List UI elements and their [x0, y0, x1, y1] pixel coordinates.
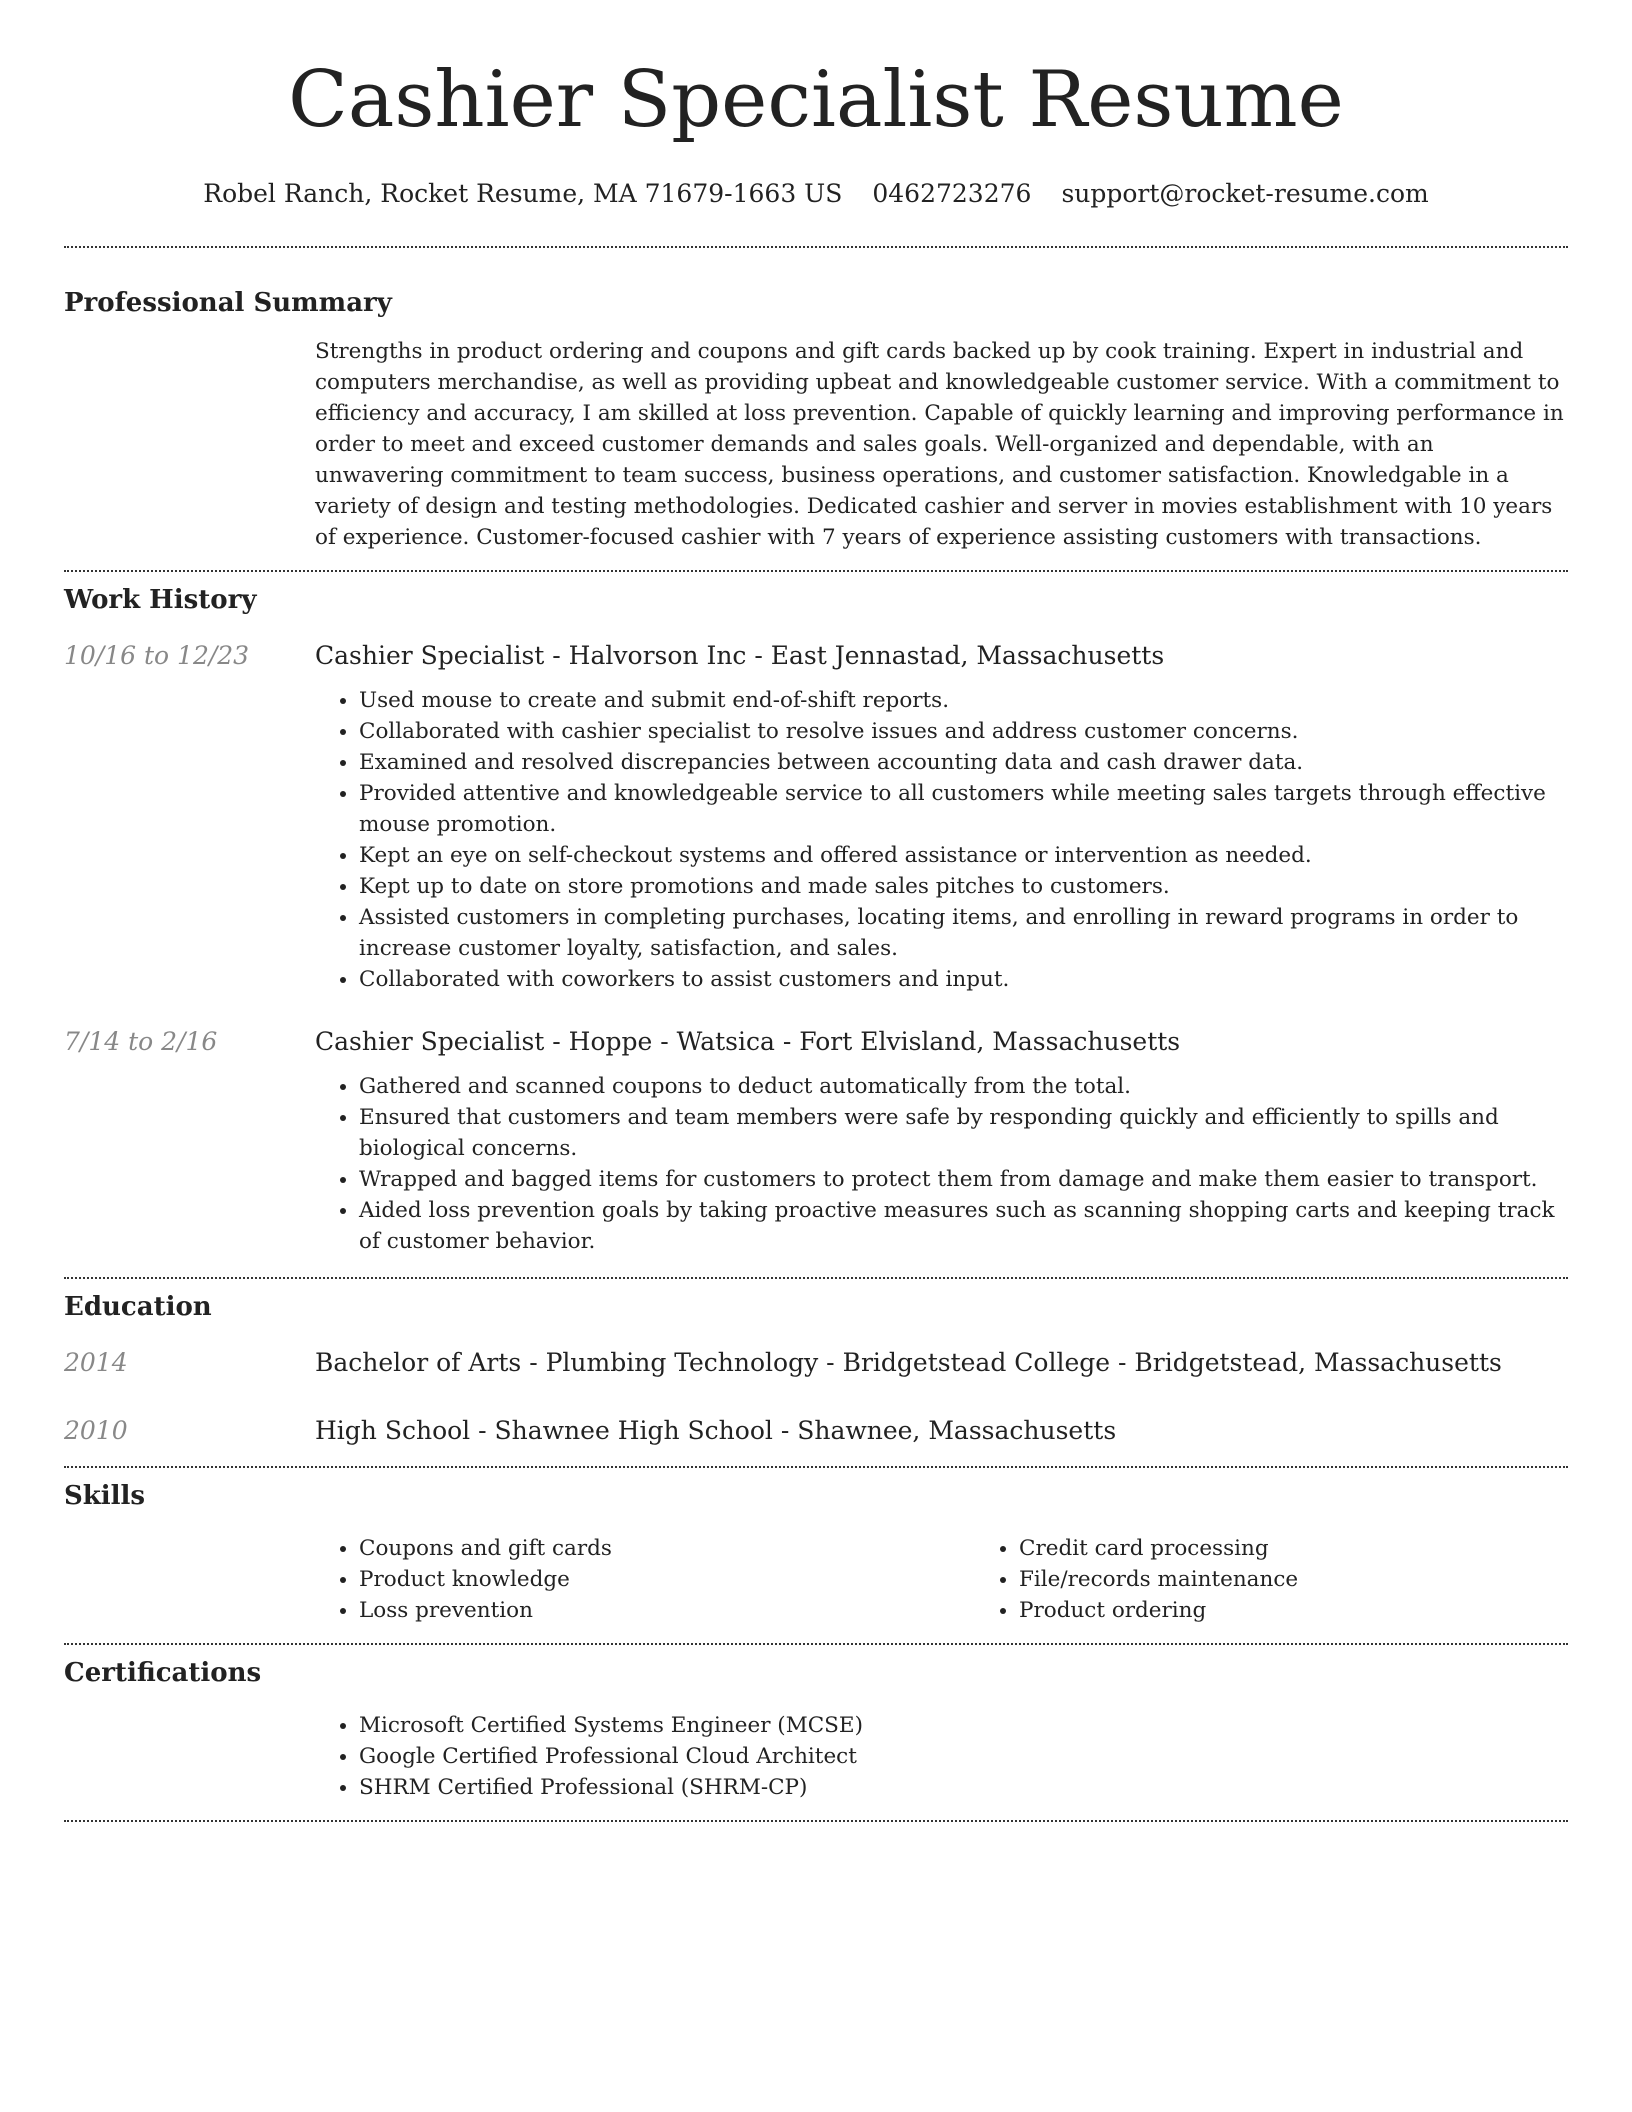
contact-address: Robel Ranch, Rocket Resume, MA 71679-1663 US: [203, 179, 843, 208]
page-title: Cashier Specialist Resume: [288, 55, 1344, 145]
list-item: • Kept up to date on store promotions and made sales pitches to customers.: [359, 871, 1568, 902]
education-school: - Bridgetstead College - Bridgetstead, Massachusetts: [818, 1348, 1502, 1377]
list-item: • Ensured that customers and team members were safe by responding quickly and efficiently to spills and biological concerns.: [359, 1102, 1568, 1164]
divider: [64, 570, 1568, 572]
list-item: • Aided loss prevention goals by taking proactive measures such as scanning shopping carts and keeping track of customer behavior.: [359, 1195, 1568, 1257]
list-item: • SHRM Certified Professional (SHRM-CP): [359, 1772, 1568, 1803]
list-item: • Product knowledge: [359, 1564, 975, 1595]
list-item: • Microsoft Certified Systems Engineer (MCSE): [359, 1710, 1568, 1741]
divider: [64, 1643, 1568, 1645]
section-title-work: Work History: [64, 585, 257, 615]
list-item: • Examined and resolved discrepancies between accounting data and cash drawer data.: [359, 747, 1568, 778]
skills-list-left: [315, 1533, 975, 1626]
list-item: • Product ordering: [1019, 1595, 1632, 1626]
education-year: 2014: [64, 1348, 128, 1377]
skills-section: [64, 1479, 1568, 1626]
job-dates: 7/14 to 2/16: [64, 1027, 218, 1056]
skills-spacer: [64, 1533, 315, 1626]
section-title-certifications: Certifications: [64, 1658, 262, 1688]
education-entry: [64, 1414, 1568, 1448]
list-item: • Wrapped and bagged items for customers to protect them from damage and make them easier to transport.: [359, 1164, 1568, 1195]
job-title: Cashier Specialist - Hoppe - Watsica - Fort Elvisland, Massachusetts: [315, 1027, 1181, 1056]
summary-spacer: [64, 336, 315, 553]
job-bullets: [315, 685, 1568, 995]
list-item: • Loss prevention: [359, 1595, 975, 1626]
divider: [64, 1466, 1568, 1468]
list-item: • Google Certified Professional Cloud Architect: [359, 1741, 1568, 1772]
list-item: • Assisted customers in completing purchases, locating items, and enrolling in reward programs in order to increase customer loyalty, satisfaction, and sales.: [359, 902, 1568, 964]
education-school: - Shawnee High School - Shawnee, Massachusetts: [470, 1416, 1117, 1445]
list-item: • Coupons and gift cards: [359, 1533, 975, 1564]
job-bullets: [315, 1071, 1568, 1257]
section-title-education: Education: [64, 1292, 212, 1322]
list-item: • File/records maintenance: [1019, 1564, 1632, 1595]
summary-section: [64, 286, 1568, 553]
contact-line: [64, 178, 1568, 210]
certifications-section: [64, 1656, 1568, 1803]
divider: [64, 246, 1568, 248]
list-item: • Collaborated with coworkers to assist customers and input.: [359, 964, 1568, 995]
divider: [64, 1277, 1568, 1279]
divider: [64, 1820, 1568, 1822]
education-degree: High School: [315, 1416, 471, 1445]
education-degree: Bachelor of Arts - Plumbing Technology: [315, 1348, 819, 1377]
education-section: [64, 1290, 1568, 1448]
summary-text: Strengths in product ordering and coupons and gift cards backed up by cook training. Expert in industrial and computers merchandise, as well as providing upbeat and knowledgeable customer service. With a commitment to efficiency and accuracy, I am skilled at loss prevention. Capable of quickly learning and improving performance in order to meet and exceed customer demands and sales goals. Well-organized and dependable, with an unwavering commitment to team success, business operations, and customer satisfaction. Knowledgable in a variety of design and testing methodologies. Dedicated cashier and server in movies establishment with 10 years of experience. Customer-focused cashier with 7 years of experience assisting customers with transactions.: [315, 339, 1564, 550]
job-dates: 10/16 to 12/23: [64, 641, 250, 670]
skills-list-right: [975, 1533, 1632, 1626]
certifications-list: [315, 1710, 1568, 1803]
education-entry: [64, 1346, 1568, 1380]
education-year: 2010: [64, 1416, 128, 1445]
section-title-summary: Professional Summary: [64, 288, 392, 318]
contact-email: support@rocket-resume.com: [1061, 179, 1429, 208]
certifications-spacer: [64, 1710, 315, 1803]
list-item: • Provided attentive and knowledgeable service to all customers while meeting sales targets through effective mouse promotion.: [359, 778, 1568, 840]
list-item: • Collaborated with cashier specialist to resolve issues and address customer concerns.: [359, 716, 1568, 747]
contact-phone: 0462723276: [872, 179, 1032, 208]
work-section: [64, 583, 1568, 1257]
list-item: • Used mouse to create and submit end-of-shift reports.: [359, 685, 1568, 716]
job-entry: [64, 639, 1568, 995]
job-entry: [64, 1025, 1568, 1257]
list-item: • Credit card processing: [1019, 1533, 1632, 1564]
list-item: • Kept an eye on self-checkout systems and offered assistance or intervention as needed.: [359, 840, 1568, 871]
section-title-skills: Skills: [64, 1481, 146, 1511]
job-title: Cashier Specialist - Halvorson Inc - East Jennastad, Massachusetts: [315, 641, 1165, 670]
list-item: • Gathered and scanned coupons to deduct automatically from the total.: [359, 1071, 1568, 1102]
